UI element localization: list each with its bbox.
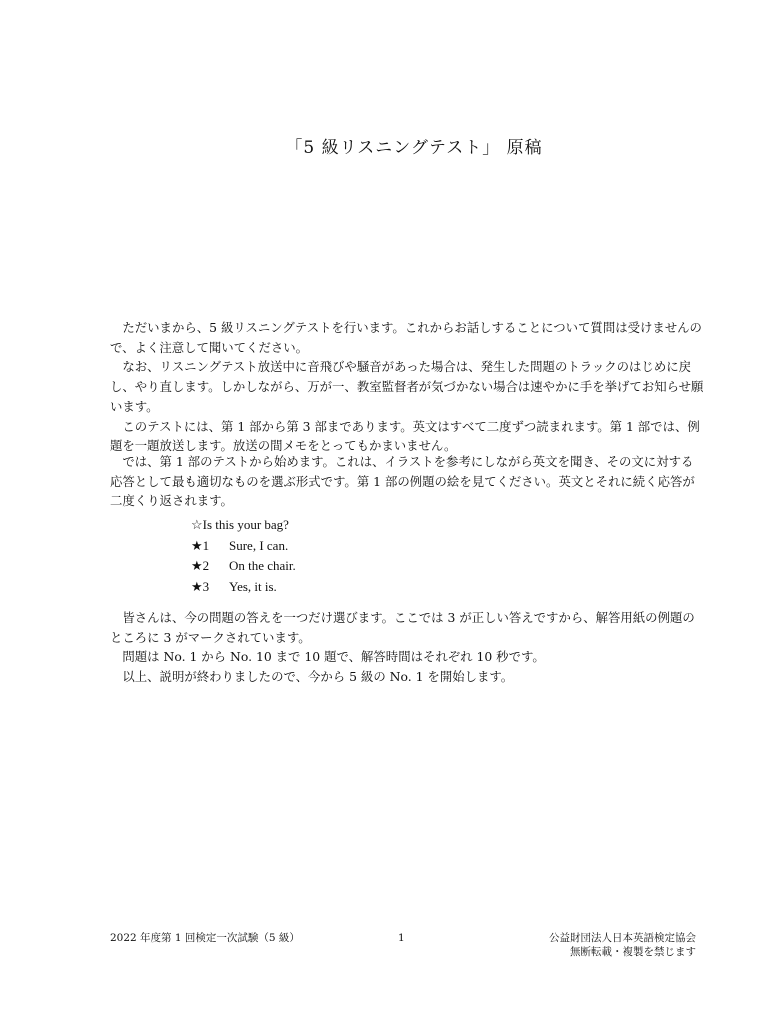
closing-paragraph: 以上、説明が終わりましたので、今から 5 級の No. 1 を開始します。 <box>122 669 514 685</box>
part1-instructions <box>110 452 705 511</box>
footer-copyright <box>536 931 696 959</box>
example-prompt: ☆Is this your bag? <box>191 517 289 532</box>
document-title: 「5 級リスニングテスト」 原稿 <box>285 138 543 158</box>
example-question <box>191 515 296 597</box>
option-text: Sure, I can. <box>229 537 289 553</box>
option-text: On the chair. <box>229 558 296 574</box>
closing-paragraph: 皆さんは、今の問題の答えを一つだけ選びます。ここでは 3 が正しい答えですから、解答用紙の例題のところに 3 がマークされています。 <box>110 610 695 645</box>
intro-paragraph: なお、リスニングテスト放送中に音飛びや騒音があった場合は、発生した問題のトラックのはじめに戻し、やり直します。しかしながら、万が一、教室監督者が気づかない場合は速やかに手を挙げてお知らせ願います。 <box>110 359 704 414</box>
option-text: Yes, it is. <box>229 578 277 594</box>
footer-exam-info: 2022 年度第 1 回検定一次試験（5 級） <box>110 932 300 944</box>
page-number: 1 <box>398 932 405 944</box>
footer-notice: 無断転載・複製を禁じます <box>570 946 696 958</box>
closing-paragraph: 問題は No. 1 から No. 10 まで 10 題で、解答時間はそれぞれ 10 秒です。 <box>122 649 545 665</box>
intro-section <box>110 318 705 456</box>
option-mark: ★3 <box>191 578 210 594</box>
part1-paragraph: では、第 1 部のテストから始めます。これは、イラストを参考にしながら英文を聞き、その文に対する応答として最も適切なものを選ぶ形式です。第 1 部の例題の絵を見てください。英文とそれに続く応答が二度くり返されます。 <box>110 454 695 509</box>
option-mark: ★1 <box>191 537 210 553</box>
intro-paragraph: このテストには、第 1 部から第 3 部まであります。英文はすべて二度ずつ読まれます。第 1 部では、例題を一題放送します。放送の間メモをとってもかまいません。 <box>110 418 700 454</box>
example-option <box>191 556 296 577</box>
option-mark: ★2 <box>191 558 210 574</box>
footer-organization: 公益財団法人日本英語検定協会 <box>549 932 696 944</box>
example-option <box>191 577 296 598</box>
example-option <box>191 536 296 557</box>
intro-paragraph: ただいまから、5 級リスニングテストを行います。これからお話しすることについて質問は受けませんので、よく注意して聞いてください。 <box>110 320 702 355</box>
closing-section <box>110 608 705 687</box>
